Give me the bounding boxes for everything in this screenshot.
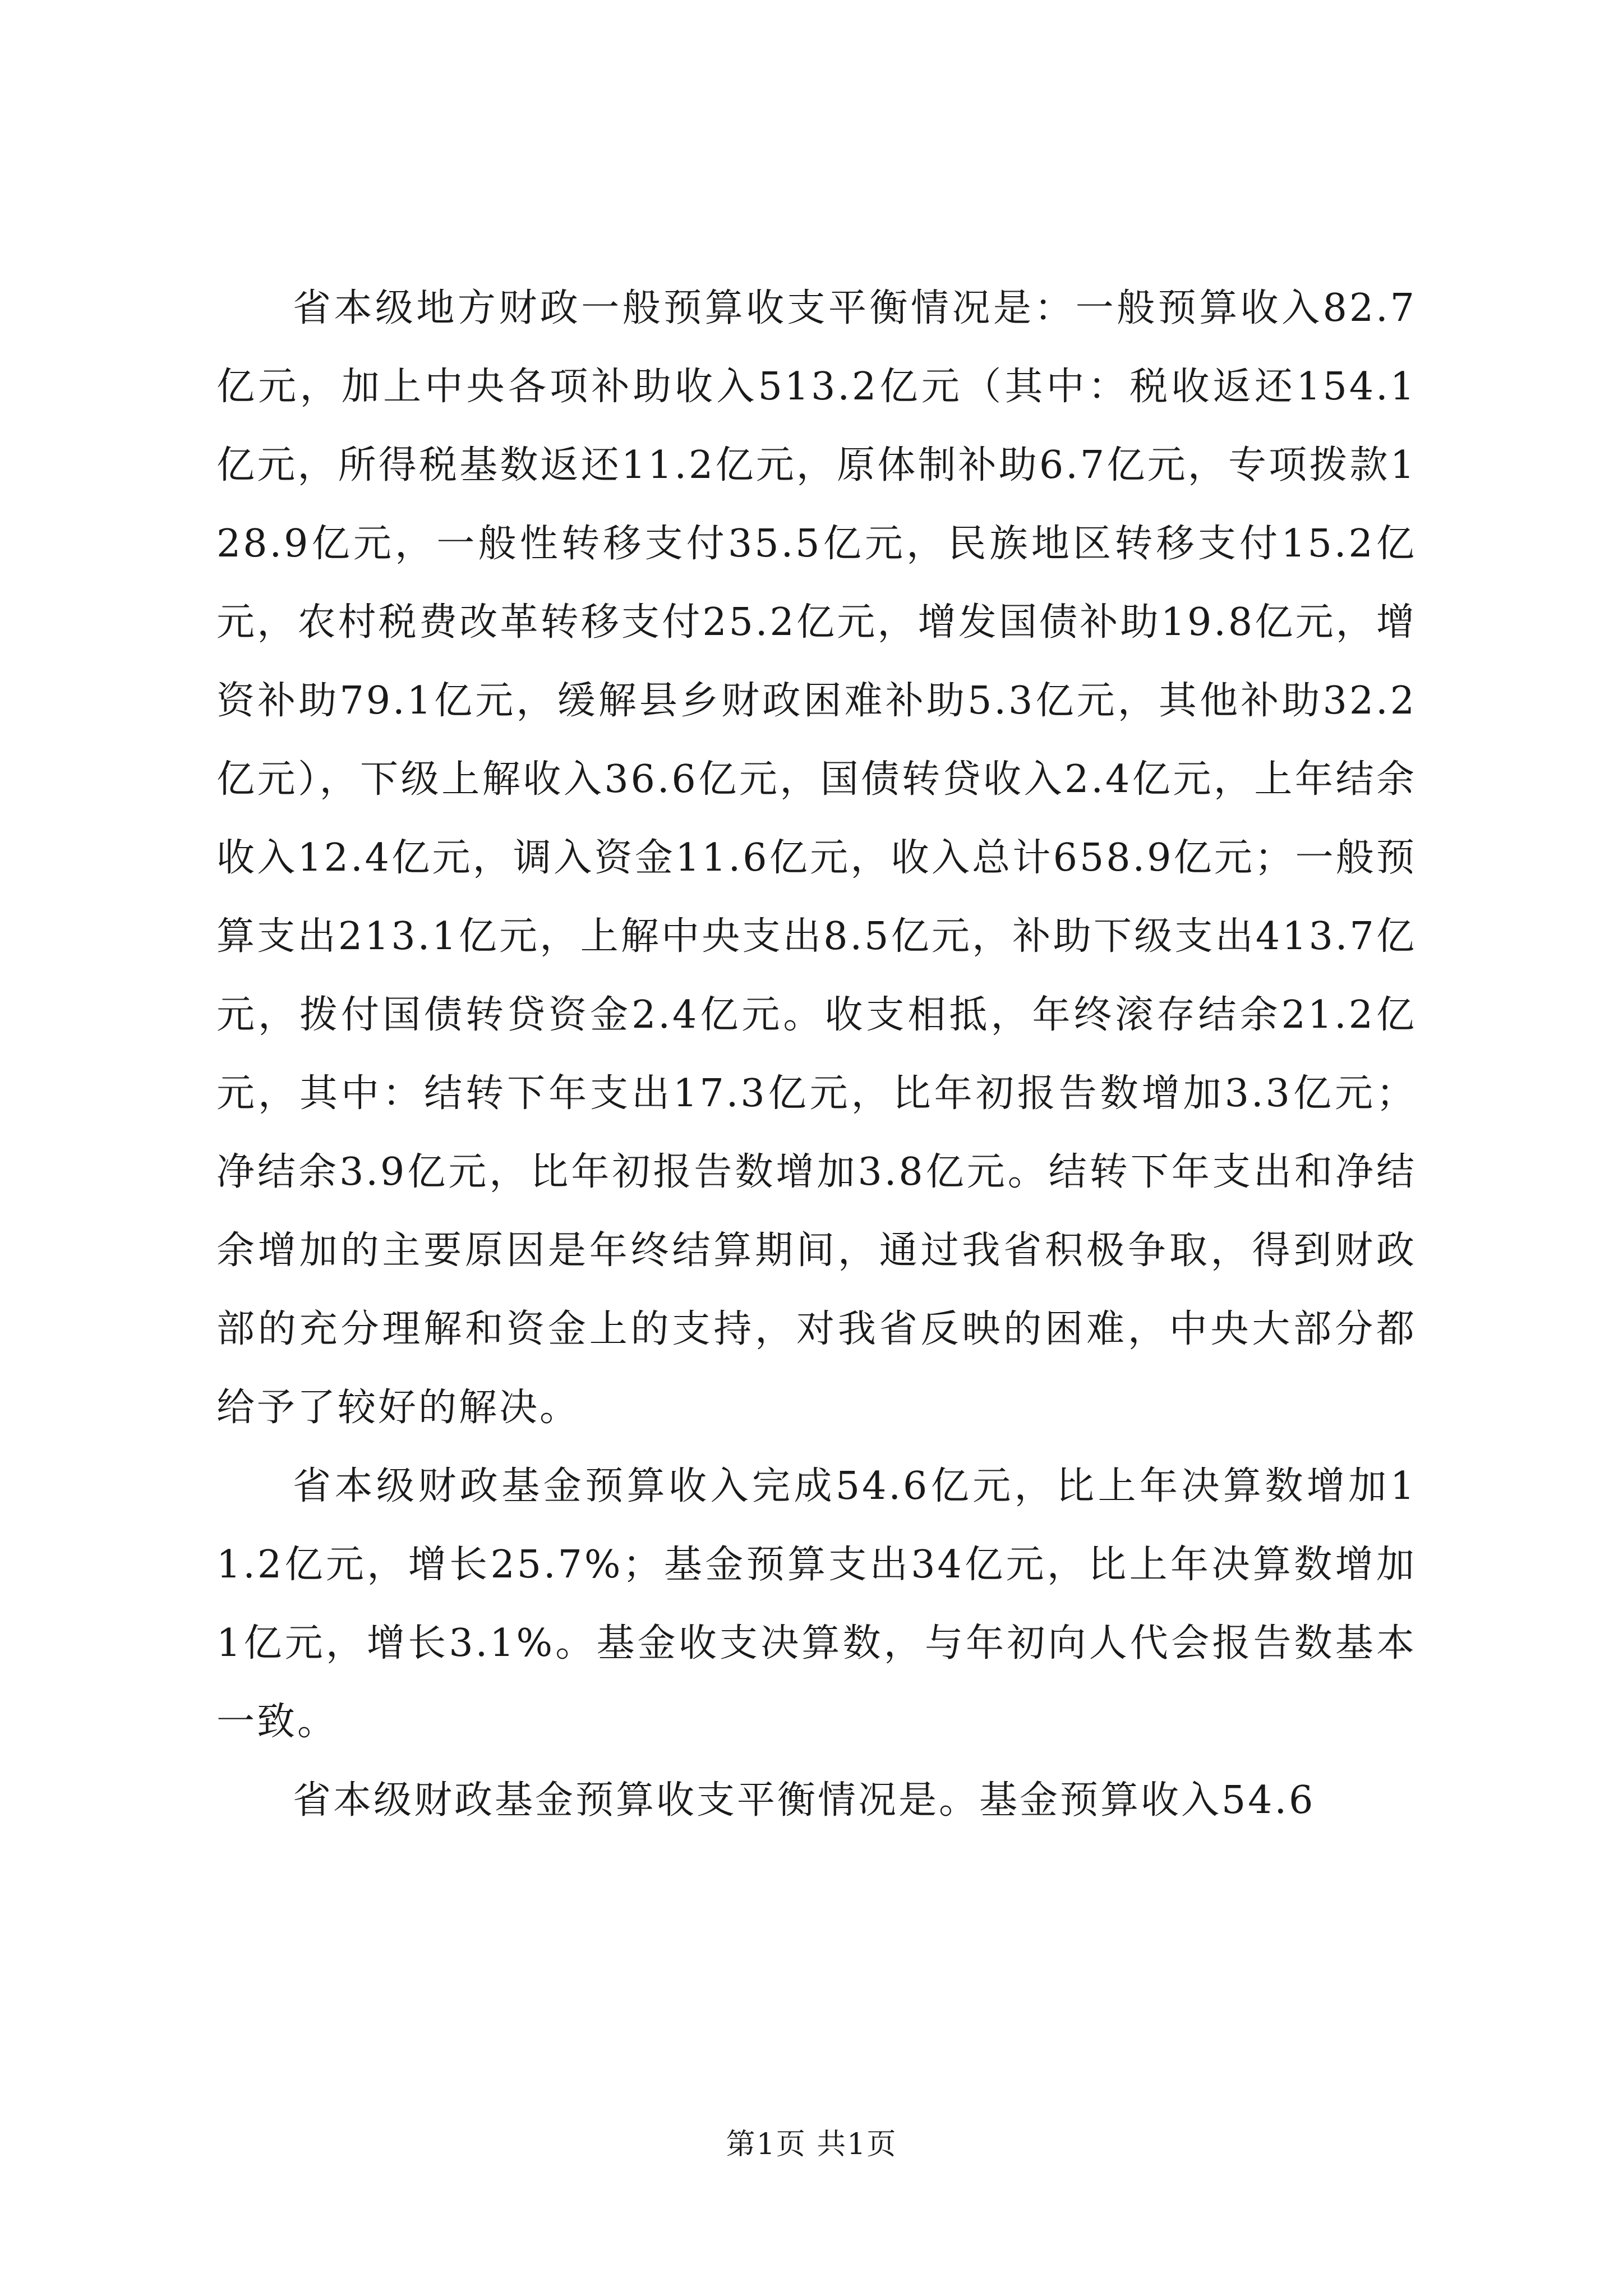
page-footer: 第1页 共1页 [726,2128,897,2161]
paragraph-general-budget-balance: 省本级地方财政一般预算收支平衡情况是：一般预算收入82.7亿元，加上中央各项补助收入513.2亿元（其中：税收返还154.1亿元，所得税基数返还11.2亿元，原体制补助6.7亿元，专项拨款128.9亿元，一般性转移支付35.5亿元，民族地区转移支付15.2亿元，农村税费改革转移支付25.2亿元，增发国债补助19.8亿元，增资补助79.1亿元，缓解县乡财政困难补助5.3亿元，其他补助32.2亿元），下级上解收入36.6亿元，国债转贷收入2.4亿元，上年结余收入12.4亿元，调入资金11.6亿元，收入总计658.9亿元；一般预算支出213.1亿元，上解中央支出8.5亿元，补助下级支出413.7亿元，拨付国债转贷资金2.4亿元。收支相抵，年终滚存结余21.2亿元，其中：结转下年支出17.3亿元，比年初报告数增加3.3亿元；净结余3.9亿元，比年初报告数增加3.8亿元。结转下年支出和净结余增加的主要原因是年终结算期间，通过我省积极争取，得到财政部的充分理解和资金上的支持，对我省反映的困难，中央大部分都给予了较好的解决。 [216,286,1417,1430]
paragraph-fund-budget-balance: 省本级财政基金预算收支平衡情况是。基金预算收入54.6 [293,1778,1316,1823]
document-body [216,269,1417,1840]
paragraph-fund-budget-revenue: 省本级财政基金预算收入完成54.6亿元，比上年决算数增加11.2亿元，增长25.7%；基金预算支出34亿元，比上年决算数增加1亿元，增长3.1%。基金收支决算数，与年初向人代会报告数基本一致。 [216,1464,1417,1744]
